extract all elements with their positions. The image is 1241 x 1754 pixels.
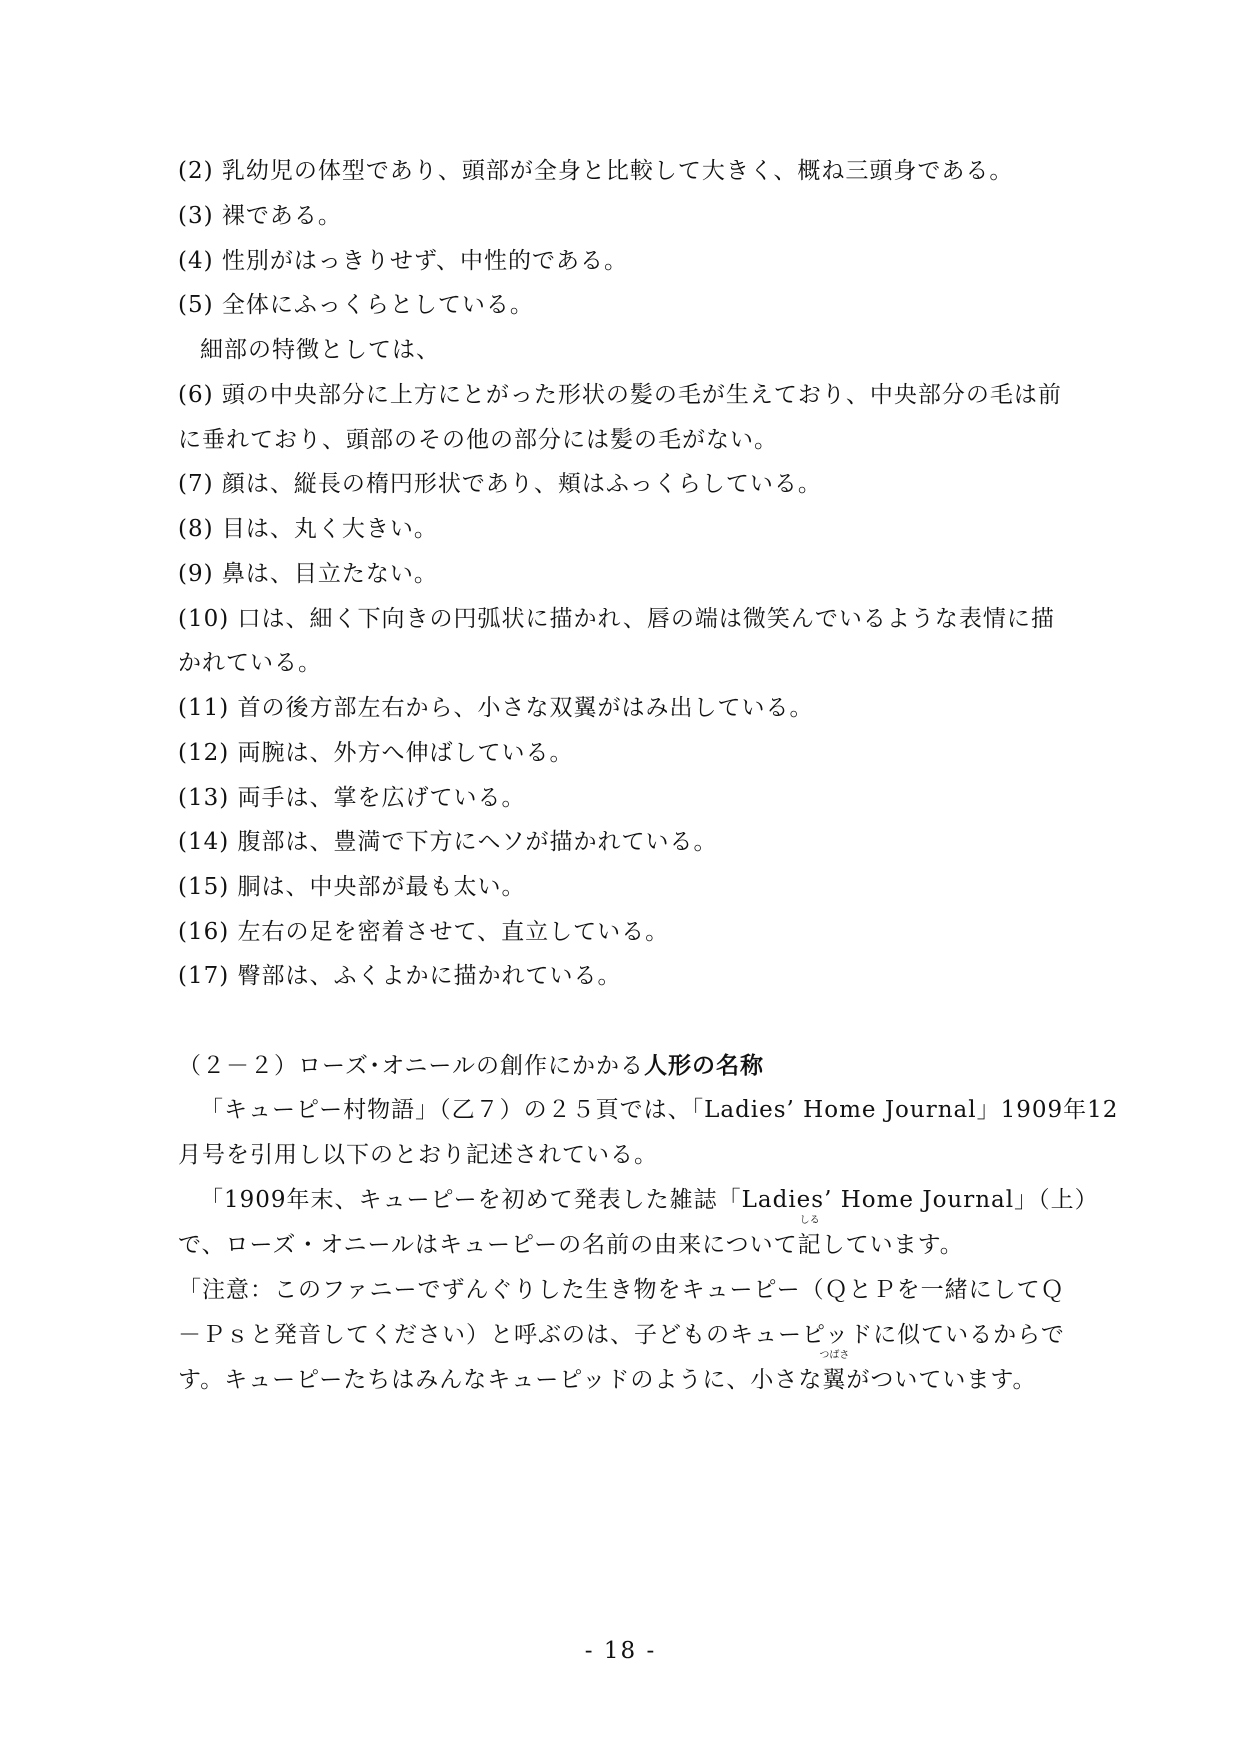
- list-item-11: (11) 首の後方部左右から、小さな双翼がはみ出している。: [178, 695, 814, 721]
- list-item-5: (5) 全体にふっくらとしている。: [178, 292, 534, 318]
- list-item-4: (4) 性別がはっきりせず、中性的である。: [178, 248, 629, 274]
- paragraph-3-line-1: 「注意：このファニーでずんぐりした生き物をキューピー（ＱとＰを一緒にしてＱ: [178, 1277, 1065, 1303]
- list-item-8: (8) 目は、丸く大きい。: [178, 516, 438, 542]
- paragraph-3-line-3-after: がついています。: [846, 1367, 1037, 1393]
- paragraph-3-line-3: [178, 1350, 1098, 1395]
- ruby-shiru-reading: しる: [799, 1215, 820, 1226]
- section-heading-prefix: （２－２）ローズ･オニールの創作にかかる: [178, 1053, 644, 1079]
- list-item-6-line-1: (6) 頭の中央部分に上方にとがった形状の髪の毛が生えており、中央部分の毛は前: [178, 382, 1062, 408]
- list-item-7: (7) 顔は、縦長の楕円形状であり、頬はふっくらしている。: [178, 471, 822, 497]
- list-item-9: (9) 鼻は、目立たない。: [178, 561, 438, 587]
- ruby-tsubasa-reading: つばさ: [819, 1350, 850, 1361]
- section-heading-bold: 人形の名称: [643, 1052, 764, 1079]
- list-item-15: (15) 胴は、中央部が最も太い。: [178, 874, 526, 900]
- ruby-tsubasa-base: 翼: [822, 1367, 847, 1393]
- paragraph-3-line-2: －Ｐｓと発音してください）と呼ぶのは、子どものキューピッドに似ているからで: [178, 1322, 1065, 1348]
- list-item-14: (14) 腹部は、豊満で下方にヘソが描かれている。: [178, 829, 718, 855]
- page-number: - 18 -: [584, 1638, 657, 1664]
- list-item-10-line-2: かれている。: [178, 650, 322, 676]
- list-item-12: (12) 両腕は、外方へ伸ばしている。: [178, 740, 574, 766]
- list-item-17: (17) 臀部は、ふくよかに描かれている。: [178, 963, 622, 989]
- ruby-tsubasa: [819, 1350, 850, 1395]
- paragraph-2-line-1: 「1909年末、キューピーを初めて発表した雑誌「Ladies’ Home Journal」（上）: [200, 1187, 1099, 1213]
- list-item-13: (13) 両手は、掌を広げている。: [178, 785, 526, 811]
- list-item-6-line-2: に垂れており、頭部のその他の部分には髪の毛がない。: [178, 427, 778, 453]
- paragraph-1-line-1: 「キューピー村物語」（乙７）の２５頁では、「Ladies’ Home Journal」1909年12: [200, 1097, 1119, 1123]
- paragraph-2-line-2-before: で、ローズ・オニールはキューピーの名前の由来について: [178, 1232, 798, 1258]
- list-item-3: (3) 裸である。: [178, 203, 342, 229]
- list-item-2: (2) 乳幼児の体型であり、頭部が全身と比較して大きく、概ね三頭身である。: [178, 158, 1014, 184]
- ruby-shiru-base: 記: [797, 1232, 822, 1258]
- detail-intro: 細部の特徴としては、: [200, 337, 440, 363]
- section-heading: [178, 1051, 1098, 1081]
- paragraph-2-line-2: [178, 1215, 1098, 1260]
- list-item-10-line-1: (10) 口は、細く下向きの円弧状に描かれ、唇の端は微笑んでいるような表情に描: [178, 606, 1055, 632]
- paragraph-1-line-2: 月号を引用し以下のとおり記述されている。: [178, 1142, 658, 1168]
- paragraph-2-line-2-after: しています。: [821, 1232, 964, 1258]
- ruby-shiru: [797, 1215, 822, 1260]
- paragraph-3-line-3-before: す。キューピーたちはみんなキューピッドのように、小さな: [178, 1367, 823, 1393]
- list-item-16: (16) 左右の足を密着させて、直立している。: [178, 919, 670, 945]
